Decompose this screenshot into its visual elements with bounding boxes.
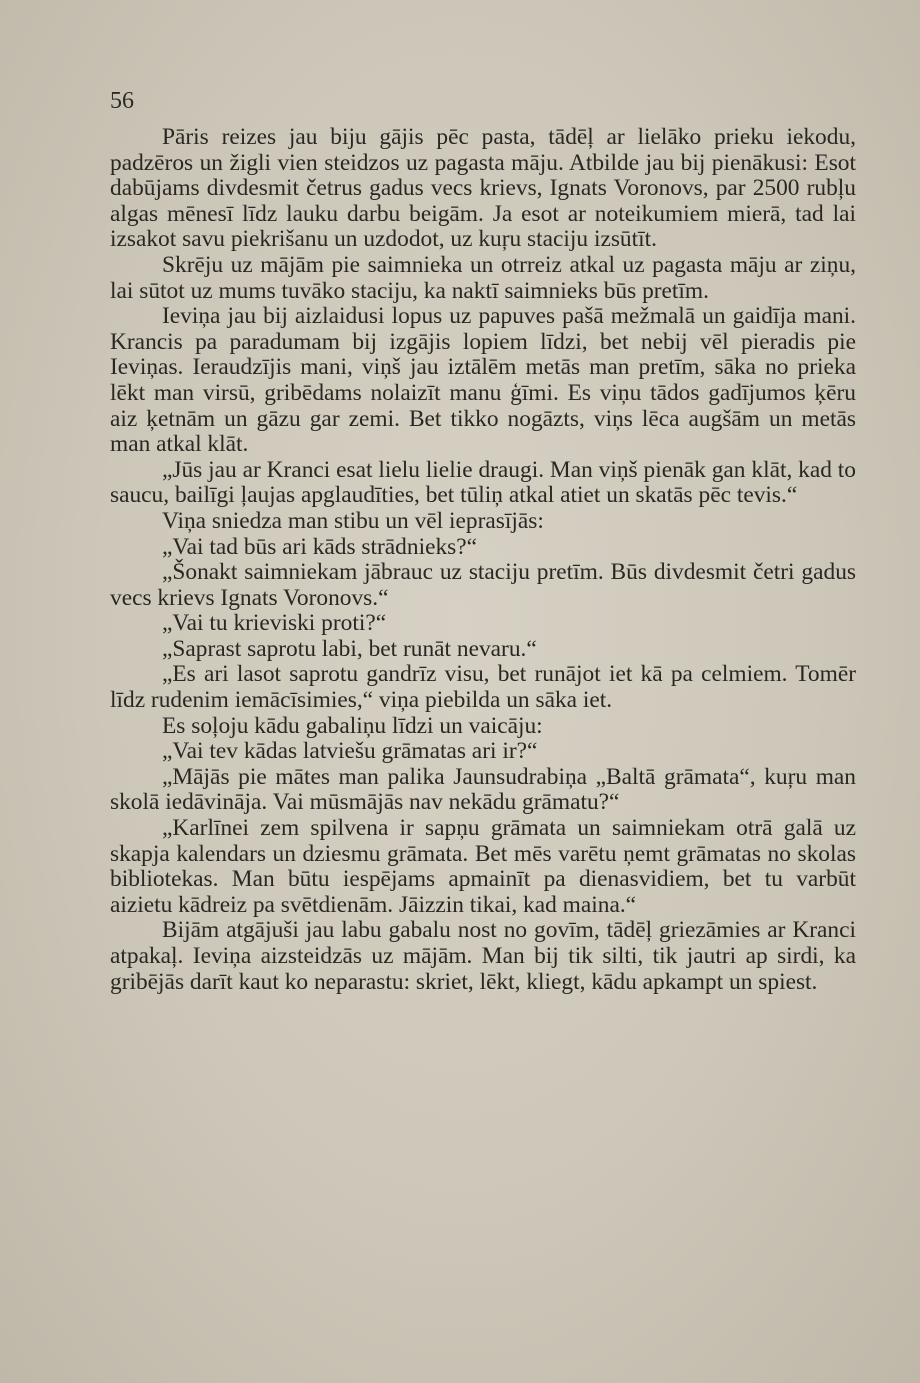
paragraph: Es soļoju kādu gabaliņu līdzi un vaicāju: [162, 712, 543, 739]
paragraph: „Šonakt saimniekam jābrauc uz staciju pretīm. Būs divdesmit četri gadus vecs krievs Ignats Voronovs.“ [110, 559, 856, 611]
paragraph: „Saprast saprotu labi, bet runāt nevaru.“ [162, 635, 537, 662]
paragraph: „Jūs jau ar Kranci esat lielu lielie draugi. Man viņš pienāk gan klāt, kad to saucu, bailīgi ļaujas apglaudīties, bet tūliņ atkal atiet un skatās pēc tevis.“ [110, 456, 856, 509]
body-text [110, 125, 856, 995]
paragraph: Pāris reizes jau biju gājis pēc pasta, tādēļ ar lielāko prieku iekodu, padzēros un žigli vien steidzos uz pagasta māju. Atbilde jau bij pienākusi: Esot dabūjams divdesmit četrus gadus vecs krievs, Ignats Voronovs, par 2500 rubļu algas mēnesī līdz lauku darbu beigām. Ja esot ar noteikumiem mierā, tad lai izsakot savu piekrišanu un uzdodot, uz kuŗu staciju izsūtīt. [110, 124, 856, 253]
paragraph: Bijām atgājuši jau labu gabalu nost no govīm, tādēļ griezāmies ar Kranci atpakaļ. Ieviņa aizsteidzās uz mājām. Man bij tik silti, tik jautri ap sirdi, ka gribējās darīt kaut ko neparastu: skriet, lēkt, kliegt, kādu apkampt un spiest. [110, 917, 856, 995]
page-number: 56 [110, 88, 134, 114]
paragraph: „Vai tev kādas latviešu grāmatas ari ir?“ [162, 738, 538, 765]
paragraph: Ieviņa jau bij aizlaidusi lopus uz papuves pašā mežmalā un gaidīja mani. Krancis pa paradumam bij izgājis lopiem līdzi, bet nebij vēl pieradis pie Ieviņas. Ieraudzījis mani, viņš jau iztālēm metās man pretīm, sāka no prieka lēkt man virsū, gribēdams nolaizīt manu ģīmi. Es viņu tādos gadījumos ķēru aiz ķetnām un gāzu gar zemi. Bet tikko nogāzts, viņs lēca augšām un metās man atkal klāt. [110, 303, 856, 458]
paragraph: „Karlīnei zem spilvena ir sapņu grāmata un saimniekam otrā galā uz skapja kalendars un dziesmu grāmata. Bet mēs varētu ņemt grāmatas no skolas bibliotekas. Man būtu iespējams apmainīt pa dienasvidiem, bet tu varbūt aizietu kādreiz pa svētdienām. Jāizzin tikai, kad maina.“ [110, 815, 856, 918]
paragraph: „Vai tad būs ari kāds strādnieks?“ [162, 533, 478, 560]
paragraph: „Es ari lasot saprotu gandrīz visu, bet runājot iet kā pa celmiem. Tomēr līdz rudenim iemācīsimies,“ viņa piebilda un sāka iet. [110, 661, 856, 714]
paragraph: Skrēju uz mājām pie saimnieka un otrreiz atkal uz pagasta māju ar ziņu, lai sūtot uz mums tuvāko staciju, ka naktī saimnieks būs pretīm. [110, 251, 856, 304]
paragraph: „Vai tu krieviski proti?“ [162, 610, 387, 637]
paragraph: Viņa sniedza man stibu un vēl ieprasījās: [162, 507, 544, 534]
paragraph: „Mājās pie mātes man palika Jaunsudrabiņa „Baltā grāmata“, kuŗu man skolā iedāvināja. Vai mūsmājās nav nekādu grāmatu?“ [110, 763, 856, 816]
